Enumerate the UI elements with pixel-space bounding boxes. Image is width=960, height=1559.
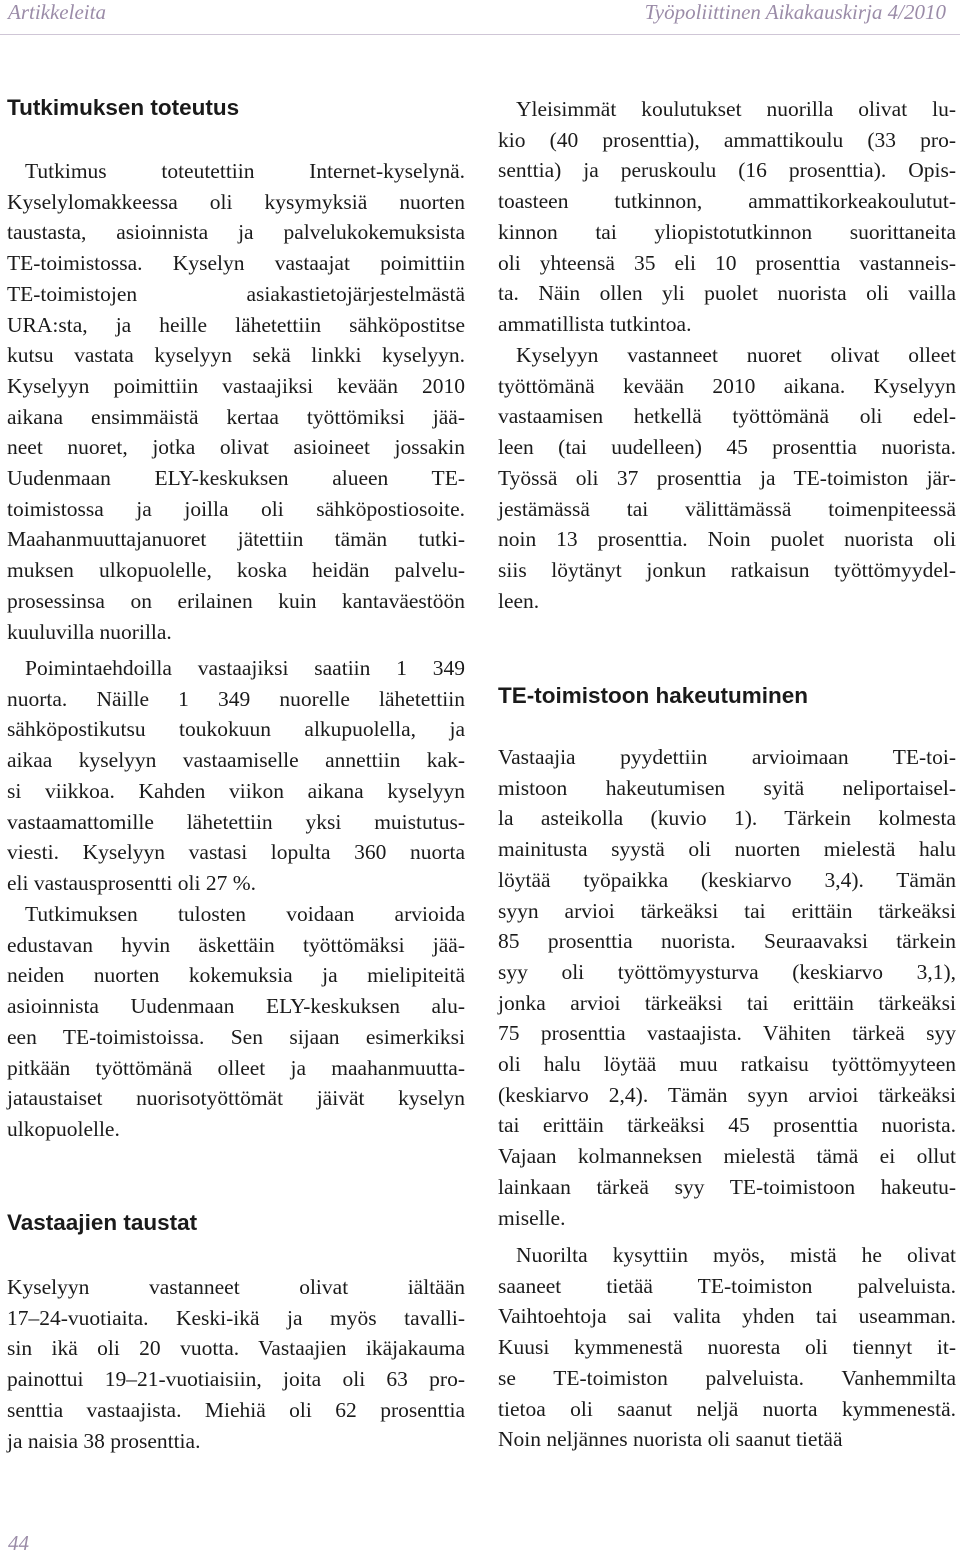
text-line: TE-toimistojen asiakastietojärjestelmästä bbox=[7, 281, 465, 306]
text-line: (keskiarvo 2,4). Tämän syyn arvioi tärkeäksi bbox=[498, 1082, 956, 1107]
text-line: saaneet tietää TE-toimiston palveluista. bbox=[498, 1273, 956, 1298]
text-line: kuuluvilla nuorilla. bbox=[7, 619, 172, 644]
text-line: ammatillista tutkintoa. bbox=[498, 311, 692, 336]
text-line: noin 13 prosenttia. Noin puolet nuorista oli bbox=[498, 527, 956, 552]
heading-te-toimistoon-hakeutuminen: TE-toimistoon hakeutuminen bbox=[498, 683, 809, 708]
text-line: Nuorilta kysyttiin myös, mistä he olivat bbox=[516, 1243, 956, 1267]
text-line: tietoa oli saanut neljä nuorta kymmenestä. bbox=[498, 1396, 956, 1421]
text-line: kutsu vastata kyselyyn sekä linkki kyselyyn. bbox=[7, 343, 465, 368]
text-line: neiden nuorten kokemuksia ja mielipiteitä bbox=[7, 963, 465, 988]
text-line: vastaamattomille lähetettiin yksi muistutus- bbox=[7, 809, 465, 834]
running-header-section: Artikkeleita bbox=[8, 0, 106, 24]
text-line: Poimintaehdoilla vastaajiksi saatiin 1 349 bbox=[25, 656, 465, 680]
text-line: 85 prosenttia nuorista. Seuraavaksi tärkein bbox=[498, 929, 956, 954]
header-divider bbox=[0, 34, 960, 35]
text-line: la asteikolla (kuvio 1). Tärkein kolmesta bbox=[498, 806, 956, 831]
text-line: si viikkoa. Kahden viikon aikana kyselyyn bbox=[7, 778, 465, 803]
text-line: oli yhteensä 35 eli 10 prosenttia vastanneis- bbox=[498, 250, 956, 275]
text-line: se TE-toimiston palveluista. Vanhemmilta bbox=[498, 1365, 956, 1390]
text-line: jonka arvioi tärkeäksi tai erittäin tärkeäksi bbox=[498, 990, 956, 1015]
text-line: Vaihtoehtoja sai valita yhden tai useamman. bbox=[498, 1304, 956, 1329]
text-line: jestämässä tai välittämässä toimenpiteessä bbox=[498, 496, 956, 521]
text-line: työttömänä kevään 2010 aikana. Kyselyyn bbox=[498, 373, 956, 398]
text-line: ta. Näin ollen yli puolet nuorista oli vailla bbox=[498, 281, 956, 306]
text-line: eli vastausprosentti oli 27 %. bbox=[7, 870, 257, 895]
text-line: Maahanmuuttajanuoret jätettiin tämän tutki- bbox=[7, 527, 465, 552]
text-line: löytää työpaikka (keskiarvo 3,4). Tämän bbox=[498, 867, 956, 892]
text-line: kio (40 prosenttia), ammattikoulu (33 pro- bbox=[498, 127, 956, 152]
text-line: syy oli työttömyysturva (keskiarvo 3,1), bbox=[498, 959, 956, 984]
text-line: muksen ulkopuolelle, koska heidän palvelu- bbox=[7, 558, 465, 583]
text-line: 17–24-vuotiaita. Keski-ikä ja myös tavalli- bbox=[7, 1305, 465, 1330]
text-line: leen. bbox=[498, 588, 540, 613]
text-line: Kuusi kymmenestä nuoresta oli tiennyt it- bbox=[498, 1335, 956, 1360]
text-line: senttia) ja peruskoulu (16 prosenttia). Opis- bbox=[498, 158, 956, 183]
text-line: nuorta. Näille 1 349 nuorelle lähetettiin bbox=[7, 686, 465, 711]
text-line: senttia vastaajista. Miehiä oli 62 prosenttia bbox=[7, 1397, 465, 1422]
text-line: prosessinsa on erilainen kuin kantaväestöön bbox=[7, 588, 465, 613]
text-line: Vajaan kolmanneksen mielestä tämä ei ollut bbox=[498, 1144, 956, 1169]
text-line: jataustaiset nuorisotyöttömät jäivät kyselyn bbox=[7, 1086, 465, 1111]
text-line: aikana ensimmäistä kertaa työttömiksi jää- bbox=[7, 404, 465, 429]
text-line: miselle. bbox=[498, 1205, 566, 1230]
text-line: leen (tai uudelleen) 45 prosenttia nuorista. bbox=[498, 435, 956, 460]
text-line: Vastaajia pyydettiin arvioimaan TE-toi- bbox=[498, 745, 956, 769]
text-line: Kyselyyn vastanneet nuoret olivat olleet bbox=[516, 343, 956, 367]
text-line: Uudenmaan ELY-keskuksen alueen TE- bbox=[7, 466, 465, 490]
text-line: kinnon tai yliopistotutkinnon suorittaneita bbox=[498, 219, 956, 244]
text-line: Tutkimuksen tulosten voidaan arvioida bbox=[25, 902, 465, 926]
text-line: viesti. Kyselyyn vastasi lopulta 360 nuorta bbox=[7, 840, 465, 865]
text-line: edustavan hyvin äskettäin työttömäksi jää- bbox=[7, 932, 465, 957]
text-line: Yleisimmät koulutukset nuorilla olivat lu- bbox=[516, 97, 956, 121]
text-line: Noin neljännes nuorista oli saanut tietää bbox=[498, 1427, 843, 1452]
text-line: neet nuoret, jotka olivat asioineet jossakin bbox=[7, 435, 465, 460]
text-line: Kyselylomakkeessa oli kysymyksiä nuorten bbox=[7, 189, 465, 214]
text-line: mistoon hakeutumisen syitä neliportaisel- bbox=[498, 775, 956, 800]
text-line: TE-toimistossa. Kyselyn vastaajat poimittiin bbox=[7, 251, 465, 276]
text-line: ulkopuolelle. bbox=[7, 1116, 120, 1141]
text-line: syyn arvioi tärkeäksi tai erittäin tärkeäksi bbox=[498, 898, 956, 923]
text-line: Kyselyyn poimittiin vastaajiksi kevään 2010 bbox=[7, 373, 465, 398]
text-line: sin ikä oli 20 vuotta. Vastaajien ikäjakauma bbox=[7, 1336, 465, 1361]
text-line: vastaamisen hetkellä työttömänä oli edel- bbox=[498, 404, 956, 429]
text-line: Työssä oli 37 prosenttia ja TE-toimiston jär- bbox=[498, 465, 956, 490]
text-line: sähköpostikutsu toukokuun alkupuolella, ja bbox=[7, 717, 465, 742]
text-line: siis löytänyt jonkun ratkaisun työttömyydel- bbox=[498, 557, 956, 582]
text-line: Tutkimus toteutettiin Internet-kyselynä. bbox=[25, 159, 465, 183]
text-line: asioinnista Uudenmaan ELY-keskuksen alu- bbox=[7, 994, 465, 1019]
text-line: een TE-toimistoissa. Sen sijaan esimerkiksi bbox=[7, 1024, 465, 1049]
text-line: toimistossa ja joilla oli sähköpostiosoite. bbox=[7, 496, 465, 521]
heading-vastaajien-taustat: Vastaajien taustat bbox=[7, 1210, 198, 1235]
text-line: 75 prosenttia vastaajista. Vähiten tärkeä syy bbox=[498, 1021, 956, 1046]
text-line: taustasta, asioinnista ja palvelukokemuksista bbox=[7, 220, 465, 245]
text-line: aikaa kyselyyn vastaamiselle annettiin kak- bbox=[7, 748, 465, 773]
text-line: mainitusta syystä oli nuorten mielestä halu bbox=[498, 837, 956, 862]
text-line: Kyselyyn vastanneet olivat iältään bbox=[7, 1275, 465, 1299]
text-line: lainkaan tärkeä syy TE-toimistoon hakeutu- bbox=[498, 1174, 956, 1199]
text-line: pitkään työttömänä olleet ja maahanmuutta- bbox=[7, 1055, 465, 1080]
text-line: painottui 19–21-vuotiaisiin, joita oli 63 pro- bbox=[7, 1367, 465, 1392]
page-number: 44 bbox=[8, 1531, 29, 1555]
text-line: tai erittäin tärkeäksi 45 prosenttia nuorista. bbox=[498, 1113, 956, 1138]
heading-tutkimuksen-toteutus: Tutkimuksen toteutus bbox=[7, 95, 240, 120]
running-header-journal: Työpoliittinen Aikakauskirja 4/2010 bbox=[644, 0, 946, 24]
text-line: toasteen tutkinnon, ammattikorkeakoulutut- bbox=[498, 189, 956, 214]
text-line: ja naisia 38 prosenttia. bbox=[7, 1428, 201, 1453]
text-line: oli halu löytää muu ratkaisu työttömyyteen bbox=[498, 1052, 956, 1076]
text-line: URA:sta, ja heille lähetettiin sähköpostitse bbox=[7, 312, 465, 337]
